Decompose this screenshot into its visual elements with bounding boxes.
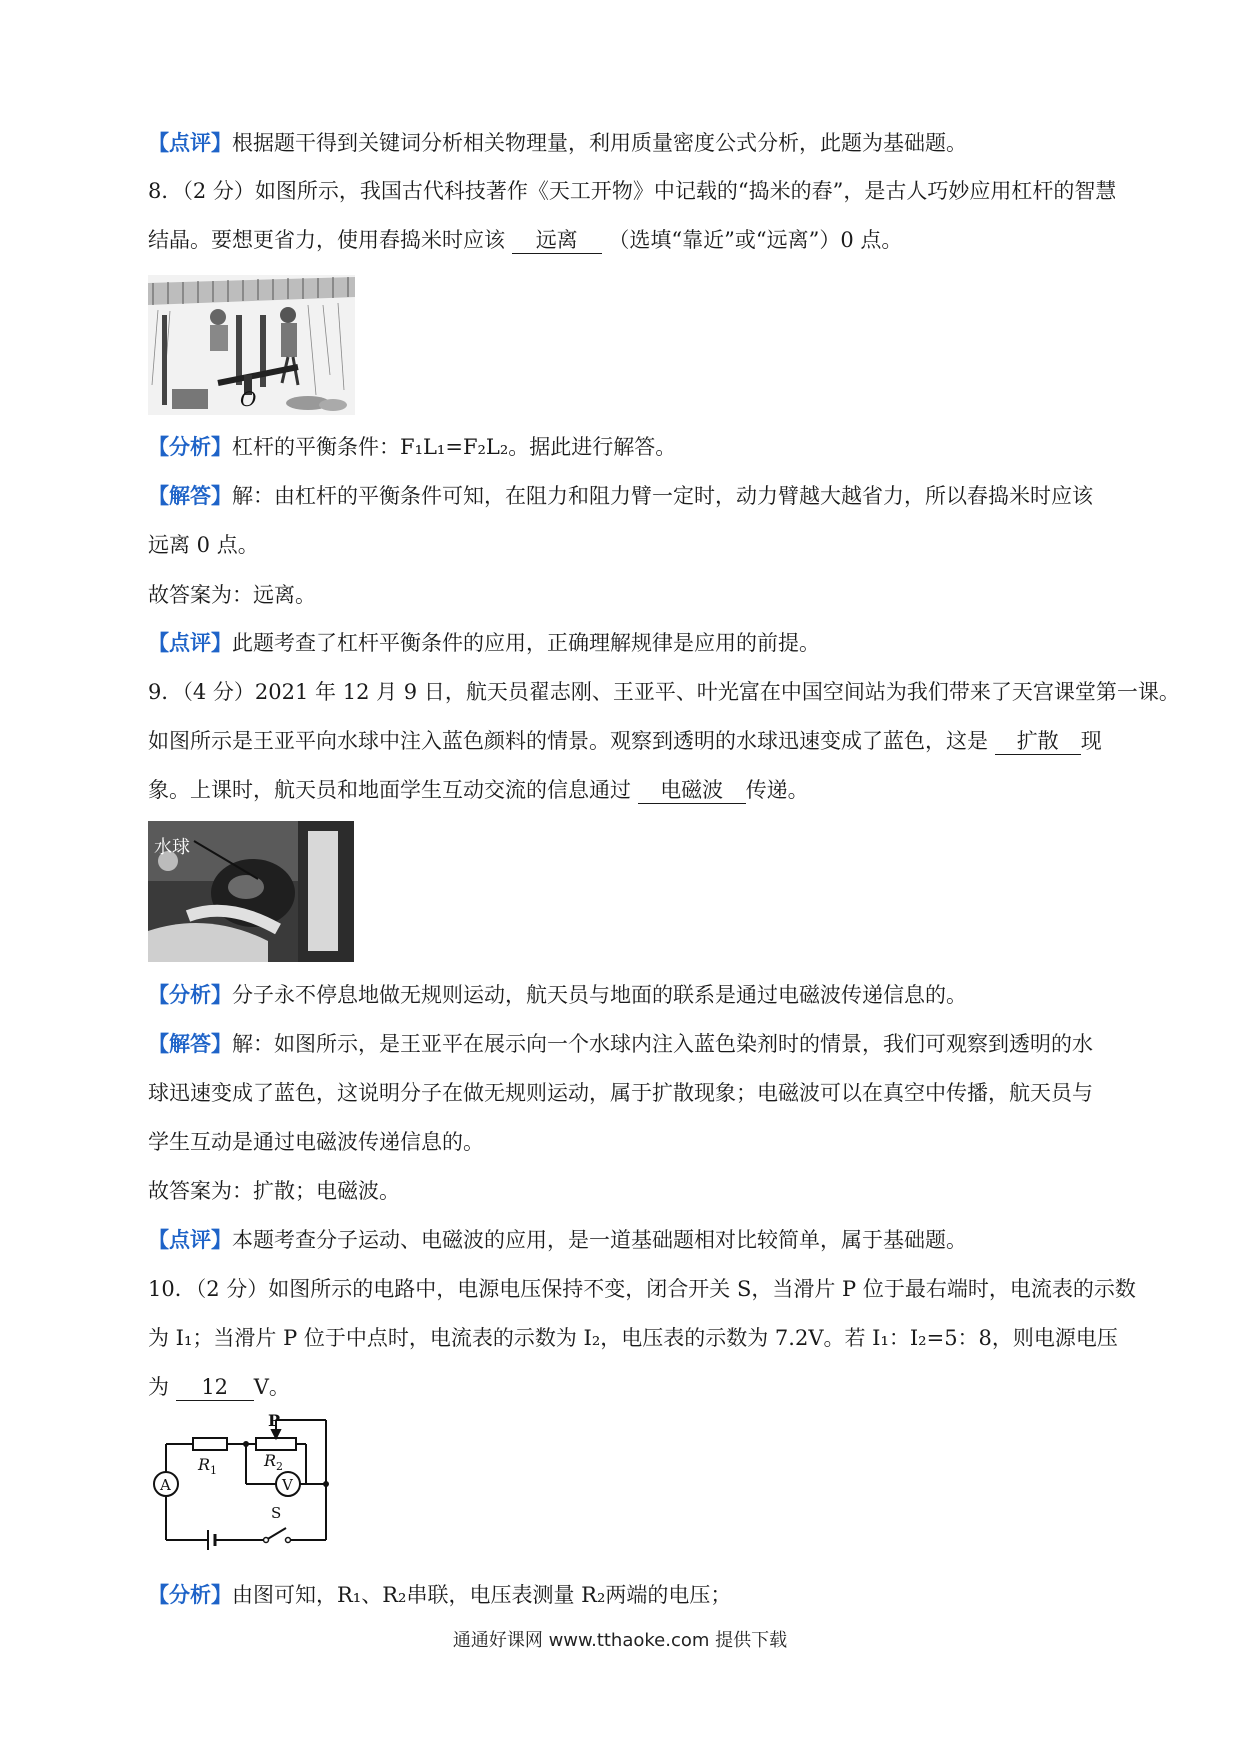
q9-stem-line1 xyxy=(148,677,1180,707)
q9-analysis xyxy=(148,980,1138,1010)
q9-comment xyxy=(148,1225,1138,1255)
answer-blank-1: 扩散 xyxy=(995,728,1081,755)
water-ball-label: 水球 xyxy=(154,837,190,858)
q7-comment xyxy=(148,128,1138,158)
question-text: 象。上课时，航天员和地面学生互动交流的信息通过 xyxy=(148,778,631,802)
analysis-tag: 【分析】 xyxy=(148,982,232,1007)
analysis-tag: 【分析】 xyxy=(148,434,232,459)
question-score: （4 分） xyxy=(182,680,255,704)
question-text: 如图所示，我国古代科技著作《天工开物》中记载的“捣米的舂”，是古人巧妙应用杠杆的智慧 xyxy=(254,179,1117,203)
water-ball-photo-icon xyxy=(148,821,354,962)
solution-text: 解：由杠杆的平衡条件可知，在阻力和阻力臂一定时，动力臂越大越省力，所以舂捣米时应该 xyxy=(232,484,1093,508)
solution-tag: 【解答】 xyxy=(148,1031,232,1056)
question-text: 现 xyxy=(1080,729,1102,753)
q10-circuit-diagram xyxy=(148,1412,348,1552)
q9-solution-line3: 学生互动是通过电磁波传递信息的。 xyxy=(148,1130,484,1154)
q8-final-answer: 故答案为：远离。 xyxy=(148,583,316,607)
question-text: 为 xyxy=(148,1375,169,1399)
r1-subscript: 1 xyxy=(210,1464,217,1477)
question-number: 9． xyxy=(148,680,183,704)
answer-blank-2: 电磁波 xyxy=(638,777,746,804)
q10-stem-line3 xyxy=(148,1372,1138,1402)
question-number: 8． xyxy=(148,179,183,203)
q9-solution-line2: 球迅速变成了蓝色，这说明分子在做无规则运动，属于扩散现象；电磁波可以在真空中传播，航天员与 xyxy=(148,1081,1093,1105)
q10-stem-line1 xyxy=(148,1274,1138,1304)
comment-tag: 【点评】 xyxy=(148,1227,232,1252)
q9-stem-line3 xyxy=(148,775,1138,805)
solution-tag: 【解答】 xyxy=(148,483,232,508)
question-score: （2 分） xyxy=(195,1277,269,1301)
question-text: 2021 年 12 月 9 日，航天员翟志刚、王亚平、叶光富在中国空间站为我们带来了天宫课堂第一课。 xyxy=(254,680,1180,704)
answer-blank: 远离 xyxy=(512,227,602,254)
page-footer: 通通好课网 www.tthaoke.com 提供下载 xyxy=(452,1630,788,1651)
answer-blank: 12 xyxy=(176,1374,254,1401)
fulcrum-label: O xyxy=(240,387,257,411)
comment-text: 此题考查了杠杆平衡条件的应用，正确理解规律是应用的前提。 xyxy=(232,631,820,655)
q10-stem-line2: 为 I₁；当滑片 P 位于中点时，电流表的示数为 I₂，电压表的示数为 7.2V。若 I₁：I₂=5：8，则电源电压 xyxy=(148,1326,1118,1350)
switch-label: S xyxy=(271,1504,282,1522)
circuit-icon xyxy=(148,1412,348,1552)
solution-text: 解：如图所示，是王亚平在展示向一个水球内注入蓝色染剂时的情景，我们可观察到透明的水 xyxy=(232,1032,1093,1056)
q8-comment xyxy=(148,628,1138,658)
ammeter-label: A xyxy=(160,1476,171,1494)
question-number: 10． xyxy=(148,1277,196,1301)
question-text: （选填“靠近”或“远离”）0 点。 xyxy=(608,228,903,252)
q8-stem-line1 xyxy=(148,176,1138,206)
q10-analysis xyxy=(148,1580,1138,1610)
comment-text: 本题考查分子运动、电磁波的应用，是一道基础题相对比较简单，属于基础题。 xyxy=(232,1228,967,1252)
question-text: 结晶。要想更省力，使用舂捣米时应该 xyxy=(148,228,505,252)
q8-figure-pestle xyxy=(148,275,355,415)
pestle-illustration-icon xyxy=(148,275,355,415)
analysis-text: 杠杆的平衡条件：F₁L₁=F₂L₂。据此进行解答。 xyxy=(232,435,677,459)
comment-tag: 【点评】 xyxy=(148,630,232,655)
q9-figure-water-ball xyxy=(148,821,354,962)
question-text: 如图所示是王亚平向水球中注入蓝色颜料的情景。观察到透明的水球迅速变成了蓝色，这是 xyxy=(148,729,988,753)
q8-solution-line1 xyxy=(148,481,1138,511)
r2-label: R xyxy=(264,1451,277,1470)
question-text: 传递。 xyxy=(745,778,809,802)
q9-final-answer: 故答案为：扩散；电磁波。 xyxy=(148,1179,400,1203)
question-score: （2 分） xyxy=(182,179,255,203)
q8-analysis xyxy=(148,432,1138,462)
comment-text: 根据题干得到关键词分析相关物理量，利用质量密度公式分析，此题为基础题。 xyxy=(232,131,967,155)
q9-stem-line2 xyxy=(148,726,1138,756)
question-text: V。 xyxy=(253,1375,290,1399)
comment-tag: 【点评】 xyxy=(148,130,232,155)
analysis-text: 分子永不停息地做无规则运动，航天员与地面的联系是通过电磁波传递信息的。 xyxy=(232,983,967,1007)
analysis-tag: 【分析】 xyxy=(148,1582,232,1607)
q9-solution-line1 xyxy=(148,1029,1138,1059)
r1-label: R xyxy=(198,1455,211,1474)
slider-label: P xyxy=(268,1412,281,1430)
voltmeter-label: V xyxy=(282,1476,293,1494)
analysis-text: 由图可知，R₁、R₂串联，电压表测量 R₂两端的电压； xyxy=(232,1583,732,1607)
q8-stem-line2 xyxy=(148,225,1138,255)
q8-solution-line2: 远离 0 点。 xyxy=(148,533,259,557)
r2-subscript: 2 xyxy=(276,1460,283,1473)
question-text: 如图所示的电路中，电源电压保持不变，闭合开关 S，当滑片 P 位于最右端时，电流表的示数 xyxy=(268,1277,1136,1301)
